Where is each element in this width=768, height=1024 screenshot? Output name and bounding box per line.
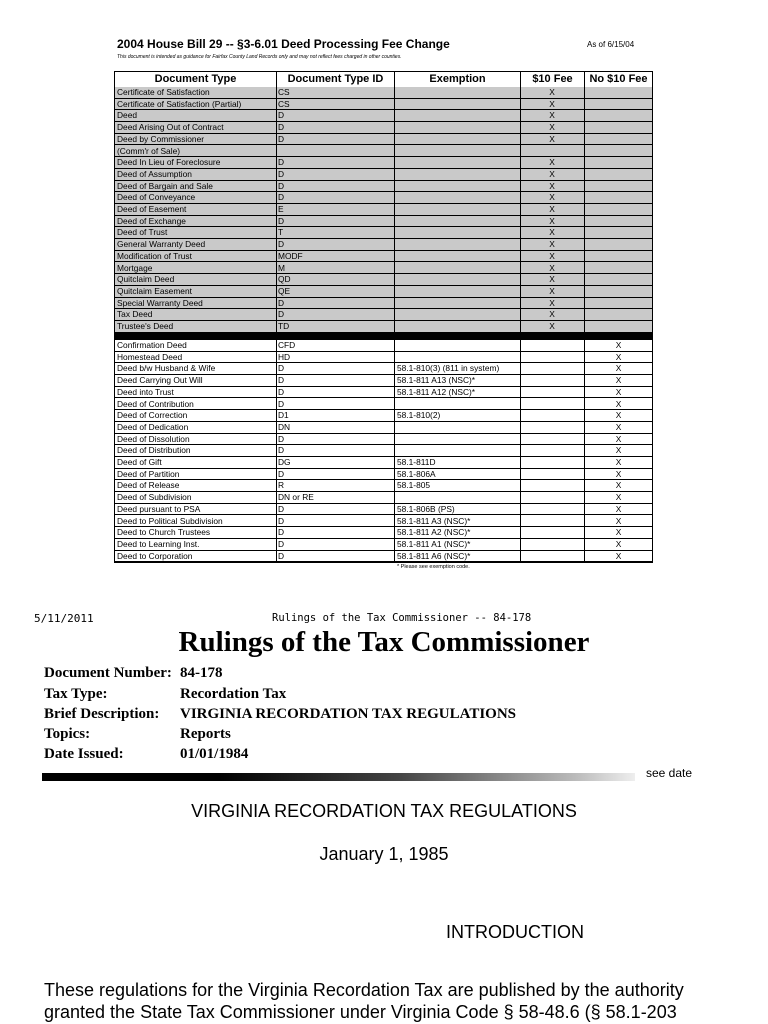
table-row	[115, 445, 652, 457]
table-row	[115, 457, 652, 469]
cell-document-type-id	[276, 146, 395, 157]
cell-exemption	[395, 274, 521, 285]
cell-document-type-id: M	[278, 262, 285, 273]
cell-document-type-id: D	[278, 363, 285, 374]
cell-no-fee: X	[615, 398, 622, 409]
table-row	[115, 157, 652, 169]
column-divider	[276, 87, 277, 563]
cell-no-fee: X	[615, 550, 622, 561]
cell-no-fee: X	[615, 480, 622, 491]
cell-exemption	[395, 434, 521, 445]
cell-fee	[521, 422, 583, 433]
meta-label: Document Number:	[44, 665, 172, 681]
cell-fee: X	[549, 98, 555, 109]
cell-no-fee	[585, 309, 652, 320]
cell-fee: X	[549, 204, 555, 214]
table-row	[115, 340, 652, 352]
cell-document-type-id: D	[278, 386, 285, 397]
fee-section	[115, 87, 652, 333]
cell-fee: X	[549, 227, 555, 238]
paragraph-line: granted the State Tax Commissioner under Virginia Code § 58-48.6 (§ 58.1-203	[44, 1002, 677, 1022]
cell-exemption	[395, 122, 521, 133]
cell-exemption	[395, 399, 521, 410]
section-title: VIRGINIA RECORDATION TAX REGULATIONS	[191, 801, 577, 821]
cell-exemption: 58.1-811 A2 (NSC)*	[397, 527, 471, 538]
cell-exemption	[395, 99, 521, 110]
cell-no-fee: X	[615, 457, 622, 467]
table-row	[115, 251, 652, 263]
cell-document-type: Quitclaim Easement	[117, 285, 192, 296]
cell-document-type: Deed of Trust	[117, 227, 168, 238]
cell-fee: X	[549, 262, 555, 273]
cell-no-fee	[585, 204, 652, 215]
cell-fee: X	[549, 239, 555, 250]
cell-exemption: 58.1-806A	[397, 468, 436, 479]
table-row	[115, 469, 652, 481]
cell-fee: X	[549, 309, 555, 320]
meta-value: 01/01/1984	[180, 746, 249, 762]
cell-document-type: General Warranty Deed	[117, 239, 206, 250]
cell-exemption	[395, 227, 521, 238]
column-header-no-fee: No $10 Fee	[589, 73, 648, 85]
cell-document-type-id: D	[278, 527, 285, 538]
print-date: 5/11/2011	[34, 612, 94, 625]
cell-fee	[521, 539, 583, 550]
cell-no-fee	[585, 321, 652, 332]
cell-fee	[521, 445, 583, 456]
column-header-exemption: Exemption	[395, 72, 521, 87]
table-row	[115, 87, 652, 99]
cell-exemption: 58.1-811 A1 (NSC)*	[397, 538, 471, 549]
cell-fee	[521, 527, 583, 538]
cell-no-fee: X	[615, 421, 622, 432]
cell-document-type-id: CFD	[278, 340, 296, 350]
cell-no-fee	[585, 181, 652, 192]
cell-exemption	[395, 87, 521, 98]
cell-no-fee: X	[615, 538, 622, 549]
cell-no-fee	[585, 263, 652, 274]
cell-document-type: Deed to Church Trustees	[117, 527, 211, 538]
cell-document-type: Deed of Release	[117, 480, 180, 491]
as-of-date: As of 6/15/04	[587, 40, 635, 49]
column-divider	[520, 87, 521, 563]
meta-label: Date Issued:	[44, 746, 124, 762]
table-row	[115, 204, 652, 216]
cell-fee	[521, 434, 583, 445]
cell-document-type: Deed of Dissolution	[117, 433, 190, 444]
cell-no-fee: X	[615, 492, 622, 503]
cell-document-type: Confirmation Deed	[117, 340, 187, 350]
cell-document-type: Deed Arising Out of Contract	[117, 122, 224, 133]
cell-fee: X	[549, 250, 555, 261]
cell-document-type-id: D	[278, 297, 285, 308]
cell-no-fee: X	[615, 386, 622, 397]
meta-value: 84-178	[180, 665, 223, 681]
introduction-heading: INTRODUCTION	[446, 922, 584, 942]
cell-document-type: Deed of Subdivision	[117, 492, 192, 503]
cell-fee: X	[549, 285, 555, 296]
meta-label: Brief Description:	[44, 706, 160, 722]
cell-document-type: Deed to Political Subdivision	[117, 515, 223, 526]
meta-tax-type	[44, 686, 286, 703]
cell-document-type-id: D1	[278, 410, 289, 421]
introduction-paragraph	[44, 979, 744, 1023]
cell-no-fee	[585, 157, 652, 168]
cell-fee: X	[549, 122, 555, 133]
gradient-divider	[42, 773, 635, 781]
cell-fee	[521, 551, 583, 562]
cell-document-type-id: D	[278, 180, 285, 191]
cell-document-type-id: D	[278, 550, 285, 561]
cell-document-type: Deed of Easement	[117, 204, 187, 214]
meta-label: Tax Type:	[44, 686, 108, 702]
cell-no-fee: X	[615, 363, 622, 374]
cell-no-fee: X	[615, 433, 622, 444]
cell-fee: X	[549, 87, 555, 97]
cell-fee: X	[549, 168, 555, 179]
cell-exemption	[395, 192, 521, 203]
cell-no-fee	[585, 146, 652, 157]
cell-exemption	[395, 216, 521, 227]
cell-fee	[521, 516, 583, 527]
cell-document-type: Trustee's Deed	[117, 321, 174, 331]
cell-no-fee	[585, 110, 652, 121]
cell-fee: X	[549, 215, 555, 226]
table-row	[115, 527, 652, 539]
table-row	[115, 181, 652, 193]
cell-exemption	[395, 263, 521, 274]
cell-fee: X	[549, 297, 555, 308]
cell-document-type-id: D	[278, 122, 285, 133]
cell-document-type-id: QD	[278, 274, 291, 285]
cell-no-fee	[585, 169, 652, 180]
cell-document-type-id: DN or RE	[278, 492, 314, 503]
cell-document-type: Deed	[117, 110, 138, 121]
cell-document-type: Deed of Conveyance	[117, 192, 196, 203]
cell-document-type-id: D	[278, 398, 285, 409]
table-row	[115, 298, 652, 310]
cell-document-type: Deed to Corporation	[117, 550, 193, 561]
cell-document-type-id: TD	[278, 321, 290, 331]
cell-fee	[521, 492, 583, 503]
cell-document-type-id: QE	[278, 285, 291, 296]
cell-no-fee: X	[615, 515, 622, 526]
cell-fee	[521, 410, 583, 421]
table-row	[115, 122, 652, 134]
cell-exemption	[395, 204, 521, 215]
meta-brief-description	[44, 706, 516, 723]
cell-no-fee: X	[615, 527, 622, 538]
table-row	[115, 227, 652, 239]
cell-exemption	[395, 340, 521, 351]
cell-document-type-id: T	[278, 227, 284, 238]
cell-no-fee	[585, 251, 652, 262]
cell-document-type: Deed of Assumption	[117, 168, 192, 179]
cell-document-type-id: R	[278, 480, 285, 491]
cell-document-type-id: D	[278, 445, 285, 456]
cell-fee: X	[549, 133, 555, 144]
cell-exemption: 58.1-811 A3 (NSC)*	[397, 515, 471, 526]
document-title: 2004 House Bill 29 -- §3-6.01 Deed Processing Fee Change	[117, 37, 450, 51]
cell-fee: X	[549, 192, 555, 203]
cell-document-type: Modification of Trust	[117, 250, 192, 261]
cell-document-type: Certificate of Satisfaction (Partial)	[117, 98, 242, 109]
cell-document-type: Deed b/w Husband & Wife	[117, 363, 216, 374]
cell-exemption	[395, 422, 521, 433]
paragraph-line: These regulations for the Virginia Recordation Tax are published by the authority	[44, 980, 684, 1000]
cell-document-type: Deed Carrying Out Will	[117, 375, 203, 386]
cell-exemption	[395, 134, 521, 145]
cell-document-type: Deed pursuant to PSA	[117, 503, 201, 514]
cell-exemption	[395, 309, 521, 320]
cell-fee	[521, 375, 583, 386]
cell-exemption	[395, 146, 521, 157]
cell-document-type-id: D	[278, 215, 285, 226]
table-row	[115, 422, 652, 434]
cell-fee	[521, 457, 583, 468]
cell-document-type: Homestead Deed	[117, 351, 183, 362]
cell-no-fee	[585, 298, 652, 309]
table-row	[115, 410, 652, 422]
cell-document-type-id: MODF	[278, 250, 303, 261]
cell-document-type-id: D	[278, 468, 285, 479]
cell-no-fee: X	[615, 340, 622, 350]
cell-no-fee	[585, 99, 652, 110]
table-row	[115, 216, 652, 228]
cell-exemption: 58.1-810(2)	[397, 410, 441, 421]
cell-no-fee	[585, 274, 652, 285]
table-row	[115, 110, 652, 122]
footnote: * Please see exemption code.	[397, 564, 470, 570]
cell-document-type-id: DN	[278, 421, 291, 432]
table-row	[115, 492, 652, 504]
meta-value: Reports	[180, 726, 231, 742]
table-row	[115, 516, 652, 528]
column-header-document-type: Document Type	[115, 72, 277, 87]
column-header-fee: $10 Fee	[521, 72, 585, 87]
meta-topics	[44, 726, 231, 743]
cell-document-type-id: DG	[278, 457, 291, 467]
cell-document-type-id: D	[278, 192, 285, 203]
cell-document-type-id: CS	[278, 87, 290, 97]
cell-no-fee	[585, 192, 652, 203]
cell-document-type-id: D	[278, 375, 285, 386]
cell-no-fee: X	[615, 468, 622, 479]
cell-exemption	[395, 251, 521, 262]
meta-document-number	[44, 665, 223, 682]
cell-fee	[521, 469, 583, 480]
cell-document-type-id: D	[278, 538, 285, 549]
cell-exemption: 58.1-811D	[397, 457, 436, 467]
table-row	[115, 169, 652, 181]
cell-exemption	[395, 110, 521, 121]
cell-exemption	[395, 239, 521, 250]
cell-document-type: Deed to Learning Inst.	[117, 538, 200, 549]
running-head: Rulings of the Tax Commissioner -- 84-178	[272, 612, 532, 624]
cell-exemption	[395, 492, 521, 503]
no-fee-section	[115, 340, 652, 563]
cell-document-type-id: D	[278, 168, 285, 179]
cell-fee	[521, 146, 583, 157]
cell-exemption	[395, 352, 521, 363]
cell-fee	[521, 387, 583, 398]
meta-label: Topics:	[44, 726, 91, 742]
cell-exemption: 58.1-805	[397, 480, 431, 491]
cell-document-type: Tax Deed	[117, 309, 153, 320]
cell-fee: X	[549, 157, 555, 168]
cell-fee: X	[549, 110, 555, 121]
cell-document-type-id: D	[278, 157, 285, 168]
cell-fee: X	[549, 321, 555, 331]
cell-no-fee: X	[615, 351, 622, 362]
cell-document-type: Deed by Commissioner	[117, 133, 205, 144]
cell-fee	[521, 480, 583, 491]
table-row	[115, 146, 652, 158]
page-title: Rulings of the Tax Commissioner	[178, 626, 590, 658]
cell-fee	[521, 340, 583, 351]
table-row	[115, 239, 652, 251]
cell-exemption	[395, 157, 521, 168]
cell-fee: X	[549, 180, 555, 191]
table-row	[115, 286, 652, 298]
cell-no-fee	[585, 286, 652, 297]
cell-fee	[521, 363, 583, 374]
cell-fee	[521, 352, 583, 363]
cell-exemption: 58.1-811 A6 (NSC)*	[397, 550, 471, 561]
cell-no-fee: X	[615, 445, 622, 456]
cell-no-fee: X	[615, 410, 622, 421]
cell-exemption	[395, 298, 521, 309]
cell-document-type: (Comm'r of Sale)	[117, 145, 181, 156]
cell-no-fee: X	[615, 375, 622, 386]
cell-fee: X	[549, 274, 555, 285]
cell-document-type-id: D	[278, 110, 285, 121]
column-divider	[394, 87, 395, 563]
cell-no-fee	[585, 122, 652, 133]
table-header	[115, 72, 652, 88]
cell-exemption	[395, 445, 521, 456]
cell-document-type: Deed of Dedication	[117, 421, 189, 432]
cell-no-fee	[585, 134, 652, 145]
cell-document-type: Deed of Gift	[117, 457, 162, 467]
table-row	[115, 192, 652, 204]
table-row	[115, 551, 652, 563]
table-row	[115, 504, 652, 516]
cell-document-type: Deed of Contribution	[117, 398, 194, 409]
cell-document-type: Certificate of Satisfaction	[117, 87, 210, 97]
cell-exemption: 58.1-810(3) (811 in system)	[397, 363, 500, 374]
table-row	[115, 134, 652, 146]
cell-document-type: Deed of Partition	[117, 468, 180, 479]
section-separator	[115, 333, 652, 340]
column-header-document-type-id: Document Type ID	[277, 72, 395, 87]
cell-document-type-id: D	[278, 309, 285, 320]
table-row	[115, 263, 652, 275]
cell-document-type: Quitclaim Deed	[117, 274, 175, 285]
cell-fee	[521, 504, 583, 515]
cell-document-type: Deed into Trust	[117, 386, 174, 397]
cell-document-type: Deed of Exchange	[117, 215, 186, 226]
cell-document-type: Mortgage	[117, 262, 153, 273]
see-date-note: see date	[646, 766, 693, 780]
cell-document-type-id: D	[278, 239, 285, 250]
table-row	[115, 352, 652, 364]
cell-exemption	[395, 181, 521, 192]
cell-document-type-id: D	[278, 433, 285, 444]
table-row	[115, 399, 652, 411]
cell-document-type-id: D	[278, 503, 285, 514]
table-row	[115, 274, 652, 286]
meta-value: Recordation Tax	[180, 686, 287, 702]
cell-document-type-id: E	[278, 204, 284, 214]
disclaimer-note: This document is intended as guidance for Fairfax County Land Records only and may not reflect fees charged in other counties.	[117, 54, 402, 60]
column-divider	[584, 87, 585, 563]
cell-no-fee	[585, 227, 652, 238]
cell-document-type: Special Warranty Deed	[117, 297, 203, 308]
cell-no-fee	[585, 216, 652, 227]
cell-exemption	[395, 169, 521, 180]
cell-exemption: 58.1-811 A13 (NSC)*	[397, 375, 476, 386]
cell-exemption	[395, 286, 521, 297]
table-row	[115, 363, 652, 375]
table-row	[115, 539, 652, 551]
cell-fee	[521, 399, 583, 410]
cell-exemption: 58.1-806B (PS)	[397, 503, 455, 514]
table-row	[115, 387, 652, 399]
fee-table	[114, 71, 653, 563]
cell-no-fee	[585, 87, 652, 98]
cell-no-fee: X	[615, 503, 622, 514]
cell-document-type-id: D	[278, 515, 285, 526]
table-row	[115, 99, 652, 111]
cell-document-type: Deed In Lieu of Foreclosure	[117, 157, 221, 168]
meta-date-issued	[44, 746, 248, 763]
table-row	[115, 321, 652, 333]
table-row	[115, 309, 652, 321]
table-row	[115, 480, 652, 492]
table-row	[115, 434, 652, 446]
cell-exemption	[395, 321, 521, 332]
cell-document-type-id: HD	[278, 351, 291, 362]
cell-document-type-id: D	[278, 133, 285, 144]
cell-document-type: Deed of Distribution	[117, 445, 191, 456]
cell-document-type-id: CS	[278, 98, 290, 109]
section-date: January 1, 1985	[319, 844, 449, 864]
cell-document-type: Deed of Bargain and Sale	[117, 180, 213, 191]
cell-document-type: Deed of Correction	[117, 410, 188, 421]
cell-exemption: 58.1-811 A12 (NSC)*	[397, 386, 476, 397]
table-row	[115, 375, 652, 387]
cell-no-fee	[585, 239, 652, 250]
meta-value: VIRGINIA RECORDATION TAX REGULATIONS	[180, 706, 517, 722]
